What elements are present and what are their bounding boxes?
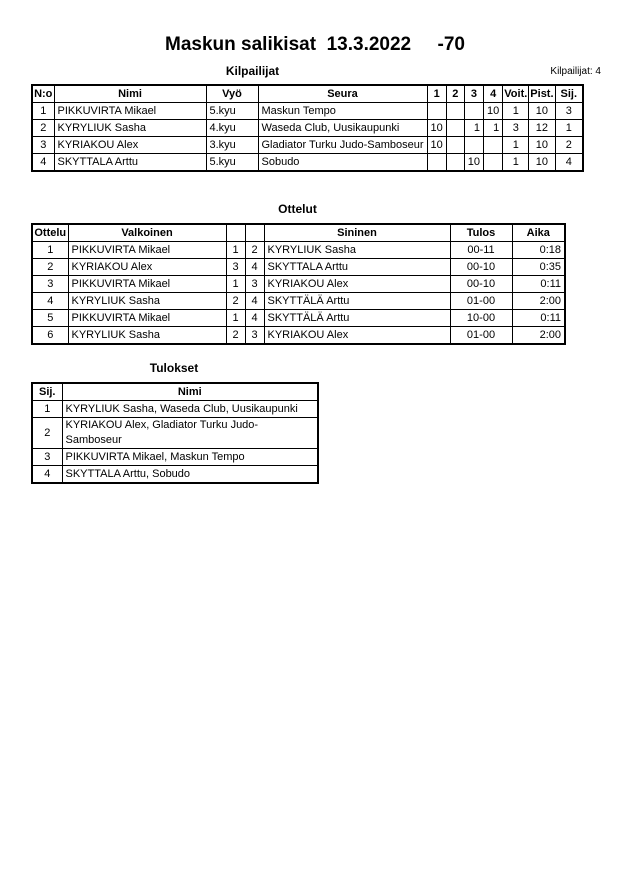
cell-voit: 1 — [503, 137, 529, 154]
tulokset-row — [32, 401, 318, 418]
cell-nimi: KYRIAKOU Alex, Gladiator Turku Judo-Samboseur — [62, 418, 318, 449]
cell-r3 — [464, 103, 483, 120]
cell-nimi: KYRYLIUK Sasha, Waseda Club, Uusikaupunki — [62, 401, 318, 418]
cell-aika: 0:35 — [512, 259, 565, 276]
cell-aika: 0:11 — [512, 310, 565, 327]
col-header-sij: Sij. — [32, 383, 62, 401]
cell-valkoinen: KYRYLIUK Sasha — [68, 293, 226, 310]
cell-voit: 1 — [503, 154, 529, 172]
kilpailijat-section-label: Kilpailijat — [225, 64, 280, 78]
cell-r4 — [484, 137, 503, 154]
col-header-ottelu: Ottelu — [32, 224, 68, 242]
cell-aika: 0:11 — [512, 276, 565, 293]
cell-valkoinen-nro: 1 — [226, 276, 245, 293]
cell-aika: 2:00 — [512, 293, 565, 310]
cell-seura: Waseda Club, Uusikaupunki — [258, 120, 427, 137]
tulokset-row — [32, 466, 318, 484]
cell-nimi: SKYTTALA Arttu, Sobudo — [62, 466, 318, 484]
ottelut-section-label: Ottelut — [278, 202, 317, 216]
cell-sininen-nro: 2 — [245, 242, 264, 259]
cell-sij: 3 — [555, 103, 583, 120]
cell-valkoinen-nro: 2 — [226, 327, 245, 345]
cell-ottelu: 2 — [32, 259, 68, 276]
cell-nimi: SKYTTALA Arttu — [54, 154, 206, 172]
cell-sininen: SKYTTALA Arttu — [264, 259, 450, 276]
col-header-valkoinen: Valkoinen — [68, 224, 226, 242]
ottelut-row — [32, 327, 565, 345]
cell-no: 4 — [32, 154, 54, 172]
col-header-3: 3 — [464, 85, 483, 103]
cell-sininen-nro: 3 — [245, 327, 264, 345]
cell-vyo: 3.kyu — [206, 137, 258, 154]
cell-valkoinen-nro: 1 — [226, 310, 245, 327]
kilpailijat-row — [32, 120, 583, 137]
col-header-1: 1 — [427, 85, 446, 103]
cell-sij: 4 — [555, 154, 583, 172]
col-header-sij: Sij. — [555, 85, 583, 103]
ottelut-row — [32, 276, 565, 293]
cell-tulos: 00-10 — [450, 259, 512, 276]
cell-vyo: 5.kyu — [206, 154, 258, 172]
cell-ottelu: 4 — [32, 293, 68, 310]
cell-sij: 4 — [32, 466, 62, 484]
cell-r4: 1 — [484, 120, 503, 137]
kilpailijat-row — [32, 137, 583, 154]
cell-ottelu: 6 — [32, 327, 68, 345]
ottelut-table — [31, 223, 566, 345]
cell-no: 1 — [32, 103, 54, 120]
col-header-no: N:o — [32, 85, 54, 103]
col-header-seura: Seura — [258, 85, 427, 103]
cell-r2 — [446, 103, 464, 120]
cell-aika: 2:00 — [512, 327, 565, 345]
kilpailijat-row — [32, 154, 583, 172]
cell-nimi: KYRIAKOU Alex — [54, 137, 206, 154]
cell-pist: 10 — [529, 103, 555, 120]
kilpailijat-header — [32, 85, 583, 103]
cell-sij: 2 — [555, 137, 583, 154]
cell-nimi: KYRYLIUK Sasha — [54, 120, 206, 137]
cell-valkoinen: PIKKUVIRTA Mikael — [68, 310, 226, 327]
cell-valkoinen-nro: 1 — [226, 242, 245, 259]
col-header-nimi: Nimi — [62, 383, 318, 401]
cell-sininen: KYRIAKOU Alex — [264, 327, 450, 345]
col-header-4: 4 — [484, 85, 503, 103]
page-title: Maskun salikisat 13.3.2022 -70 — [165, 34, 465, 55]
tulokset-header — [32, 383, 318, 401]
cell-r3: 1 — [464, 120, 483, 137]
cell-sij: 1 — [32, 401, 62, 418]
ottelut-row — [32, 242, 565, 259]
cell-sij: 3 — [32, 449, 62, 466]
cell-no: 3 — [32, 137, 54, 154]
cell-valkoinen-nro: 3 — [226, 259, 245, 276]
cell-sininen: SKYTTÄLÄ Arttu — [264, 310, 450, 327]
cell-voit: 1 — [503, 103, 529, 120]
cell-r2 — [446, 137, 464, 154]
cell-sininen: KYRYLIUK Sasha — [264, 242, 450, 259]
cell-ottelu: 1 — [32, 242, 68, 259]
cell-valkoinen: KYRYLIUK Sasha — [68, 327, 226, 345]
ottelut-row — [32, 293, 565, 310]
col-header-nimi: Nimi — [54, 85, 206, 103]
cell-nimi: PIKKUVIRTA Mikael — [54, 103, 206, 120]
cell-r4: 10 — [484, 103, 503, 120]
cell-r2 — [446, 154, 464, 172]
cell-tulos: 10-00 — [450, 310, 512, 327]
cell-r1: 10 — [427, 120, 446, 137]
cell-pist: 10 — [529, 154, 555, 172]
kilpailijat-row — [32, 103, 583, 120]
ottelut-row — [32, 310, 565, 327]
cell-sininen-nro: 4 — [245, 310, 264, 327]
cell-r2 — [446, 120, 464, 137]
cell-vyo: 5.kyu — [206, 103, 258, 120]
cell-pist: 10 — [529, 137, 555, 154]
cell-sij: 2 — [32, 418, 62, 449]
cell-tulos: 00-11 — [450, 242, 512, 259]
cell-valkoinen-nro: 2 — [226, 293, 245, 310]
cell-ottelu: 3 — [32, 276, 68, 293]
cell-valkoinen: PIKKUVIRTA Mikael — [68, 242, 226, 259]
cell-valkoinen: PIKKUVIRTA Mikael — [68, 276, 226, 293]
col-header-tulos: Tulos — [450, 224, 512, 242]
cell-no: 2 — [32, 120, 54, 137]
cell-r4 — [484, 154, 503, 172]
kilpailijat-table — [31, 84, 584, 172]
tulokset-table — [31, 382, 319, 484]
cell-r3 — [464, 137, 483, 154]
cell-seura: Maskun Tempo — [258, 103, 427, 120]
col-header-vyo: Vyö — [206, 85, 258, 103]
cell-sininen-nro: 4 — [245, 259, 264, 276]
tulokset-row — [32, 418, 318, 449]
cell-seura: Sobudo — [258, 154, 427, 172]
col-header-2: 2 — [446, 85, 464, 103]
cell-vyo: 4.kyu — [206, 120, 258, 137]
cell-valkoinen: KYRIAKOU Alex — [68, 259, 226, 276]
cell-r3: 10 — [464, 154, 483, 172]
tulokset-section-label: Tulokset — [149, 361, 199, 375]
tulokset-row — [32, 449, 318, 466]
cell-nimi: PIKKUVIRTA Mikael, Maskun Tempo — [62, 449, 318, 466]
col-header-valkoinen-nro — [226, 224, 245, 242]
cell-r1 — [427, 154, 446, 172]
cell-pist: 12 — [529, 120, 555, 137]
col-header-aika: Aika — [512, 224, 565, 242]
col-header-sininen: Sininen — [264, 224, 450, 242]
competitor-count: Kilpailijat: 4 — [550, 66, 601, 77]
ottelut-header — [32, 224, 565, 242]
col-header-pist: Pist. — [529, 85, 555, 103]
cell-voit: 3 — [503, 120, 529, 137]
cell-sininen-nro: 4 — [245, 293, 264, 310]
cell-r1 — [427, 103, 446, 120]
kilpailijat-header-row — [0, 64, 630, 84]
cell-seura: Gladiator Turku Judo-Samboseur — [258, 137, 427, 154]
cell-sininen-nro: 3 — [245, 276, 264, 293]
ottelut-row — [32, 259, 565, 276]
col-header-voit: Voit. — [503, 85, 529, 103]
cell-sij: 1 — [555, 120, 583, 137]
cell-tulos: 00-10 — [450, 276, 512, 293]
cell-tulos: 01-00 — [450, 293, 512, 310]
cell-r1: 10 — [427, 137, 446, 154]
cell-ottelu: 5 — [32, 310, 68, 327]
col-header-sininen-nro — [245, 224, 264, 242]
cell-tulos: 01-00 — [450, 327, 512, 345]
cell-sininen: KYRIAKOU Alex — [264, 276, 450, 293]
cell-aika: 0:18 — [512, 242, 565, 259]
cell-sininen: SKYTTÄLÄ Arttu — [264, 293, 450, 310]
